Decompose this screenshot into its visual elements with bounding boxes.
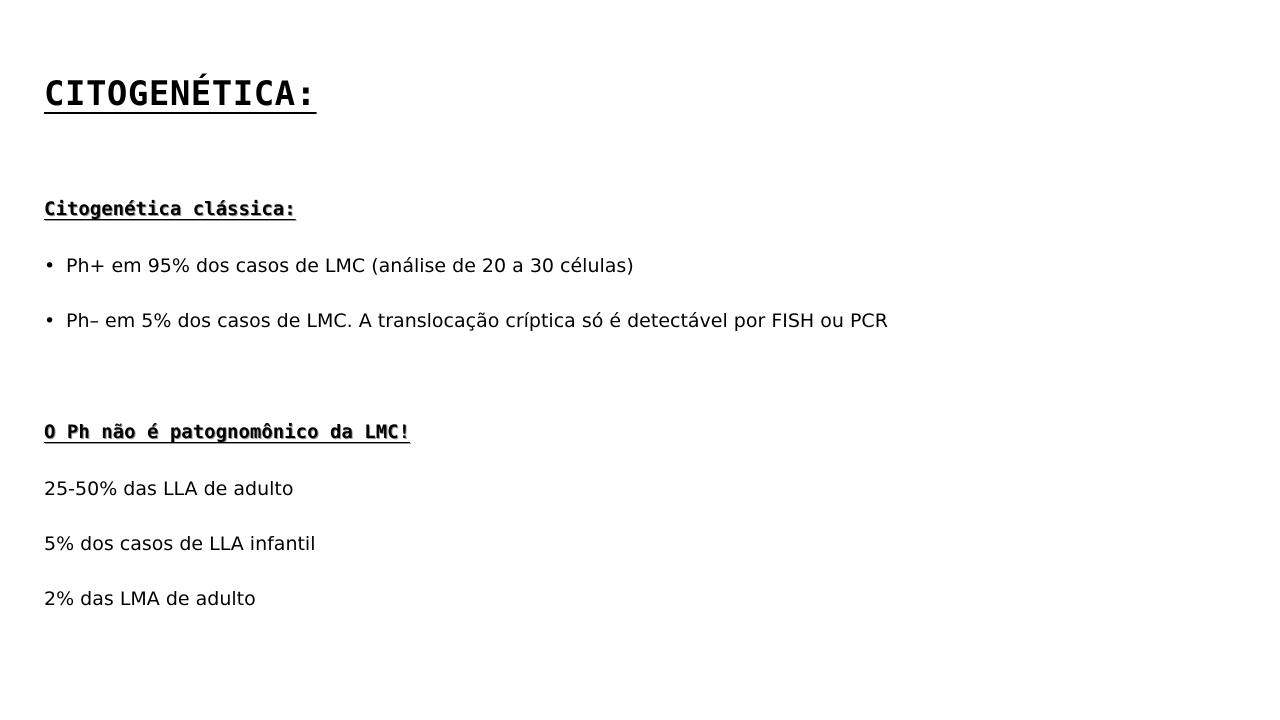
- slide-title: CITOGENÉTICA:: [44, 74, 317, 114]
- bullet-item: [44, 255, 634, 277]
- bullet-item: [44, 310, 888, 332]
- text-line: 25-50% das LLA de adulto: [44, 478, 294, 500]
- text-line: 2% das LMA de adulto: [44, 588, 256, 610]
- section-heading-not-pathognomonic: O Ph não é patognomônico da LMC!: [44, 421, 411, 443]
- text-line: 5% dos casos de LLA infantil: [44, 533, 316, 555]
- bullet-text: Ph– em 5% dos casos de LMC. A translocação críptica só é detectável por FISH ou PCR: [66, 310, 888, 332]
- bullet-text: Ph+ em 95% dos casos de LMC (análise de 20 a 30 células): [66, 255, 634, 277]
- bullet-dot: •: [44, 255, 56, 277]
- section-heading-classic-cytogenetics: Citogenética clássica:: [44, 198, 296, 220]
- bullet-dot: •: [44, 310, 56, 332]
